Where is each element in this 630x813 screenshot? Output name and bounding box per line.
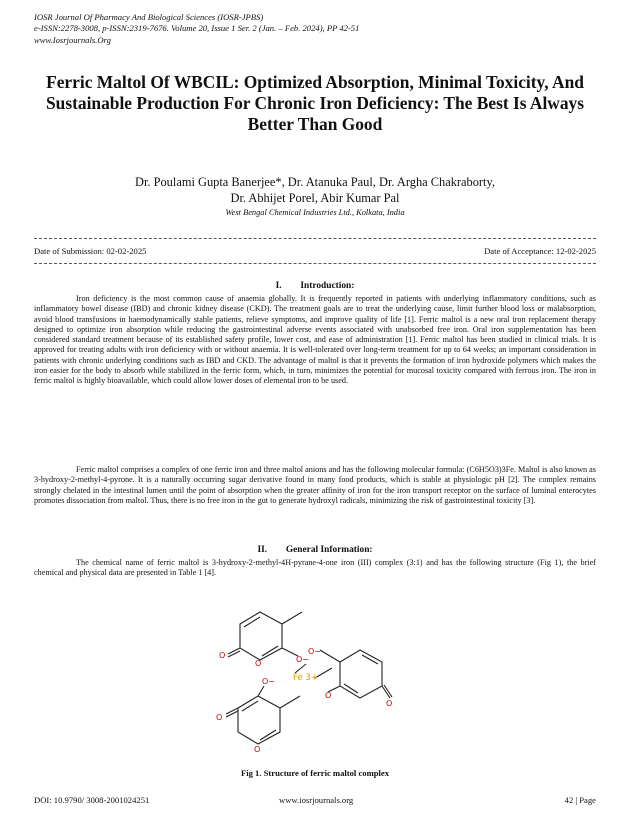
doi[interactable]: DOI: 10.9790/ 3008-2001024251	[34, 795, 150, 805]
dates-row	[34, 246, 596, 256]
journal-issn: e-ISSN:2278-3008, p-ISSN:2319-7676. Volume 20, Issue 1 Ser. 2 (Jan. – Feb. 2024), PP 42-51	[34, 23, 360, 34]
bottom-divider	[34, 263, 596, 264]
section-heading-introduction: I. Introduction:	[275, 281, 355, 291]
iron-ion-label: Fe 3+	[293, 673, 318, 683]
intro-paragraph-2: Ferric maltol comprises a complex of one ferric iron and three maltol anions and has the following molecular formula: (C6H5O3)3Fe. Maltol is also known as 3-hydroxy-2-methyl-4-pyrone. It is a naturally occurring sugar derivative found in many food products, which is stable at physiologic pH [2]. The complex remains strongly chelated in the intestinal lumen until the point of absorption when the greater affinity of iron for the iron transport receptor on the surface of luminal enterocytes promotes dissociation from maltol. Thus, there is no free iron in the gut to generate hydroxyl radicals, minimizing the risk of gastrointestinal toxicity [3].	[34, 465, 596, 505]
general-info-paragraph: The chemical name of ferric maltol is 3-hydroxy-2-methyl-4H-pyrane-4-one iron (III) complex (3:1) and has the following structure (Fig 1), the brief chemical and physical data are presented in Table 1 [4].	[34, 558, 596, 578]
oxygen-label-4: O	[386, 699, 393, 708]
oxygen-label-2: O	[255, 659, 262, 668]
oxygen-label-5: O	[216, 713, 223, 722]
intro-paragraph-1: Iron deficiency is the most common cause of anaemia globally. It is frequently reported in patients with underlying inflammatory conditions, such as inflammatory bowel disease (IBD) and chronic kidney disease (CKD). The treatment goals are to treat the underlying cause, limit further blood loss or malabsorption, avoid blood transfusions in haemodynamically stable patients, relieve symptoms, and improve quality of life [1]. Ferric maltol is a new oral iron replacement therapy designed to optimize iron absorption while reducing the gastrointestinal adverse events associated with unabsorbed free iron. Oral iron supplementation has been considered standard treatment because of its established safety profile, lower cost, and ease of administration [1]. Ferric maltol has been studied in clinical trials. It is approved for treating adults with iron deficiency with or without anaemia. It is well-tolerated over long-term treatment for up to 64 weeks; an important consideration in patients with chronic underlying conditions such as IBD and CKD. The advantage of maltol is that it prevents the formation of iron hydroxide polymers which makes the iron easier for the body to absorb while stabilized in the ferric form, which, in turn, minimizes the potential for mucosal toxicity compared with ferrous iron. The iron in ferric maltol is highly bioavailable, which could allow lower doses of elemental iron to be used.	[34, 294, 596, 386]
oxygen-anion-label-1: O−	[296, 655, 309, 664]
oxygen-label-1: O	[219, 651, 226, 660]
section-heading-general-information: II. General Information:	[257, 545, 373, 555]
footer-website[interactable]: www.iosrjournals.org	[279, 795, 354, 805]
authors-line-1: Dr. Poulami Gupta Banerjee*, Dr. Atanuka Paul, Dr. Argha Chakraborty,	[135, 175, 495, 189]
oxygen-label-3: O	[325, 691, 332, 700]
affiliation: West Bengal Chemical Industries Ltd., Kolkata, India	[225, 208, 405, 217]
paper-title: Ferric Maltol Of WBCIL: Optimized Absorption, Minimal Toxicity, And Sustainable Production For Chronic Iron Deficiency: The Best Is Always Better Than Good	[45, 72, 585, 134]
journal-website[interactable]: www.Iosrjournals.Org	[34, 34, 111, 45]
top-divider	[34, 238, 596, 239]
page-number: 42 | Page	[564, 795, 596, 805]
oxygen-label-6: O	[254, 745, 261, 754]
authors-line-2: Dr. Abhijet Porel, Abir Kumar Pal	[230, 190, 400, 205]
page-footer	[34, 795, 596, 805]
oxygen-anion-label-3: O−	[262, 677, 275, 686]
journal-name: IOSR Journal Of Pharmacy And Biological Sciences (IOSR-JPBS)	[34, 12, 264, 22]
author-list	[20, 175, 610, 206]
journal-header	[34, 12, 359, 46]
ferric-maltol-structure	[200, 602, 440, 762]
oxygen-anion-label-2: O−	[308, 647, 321, 656]
submission-date: Date of Submission: 02-02-2025	[34, 246, 147, 256]
figure-caption: Fig 1. Structure of ferric maltol complex	[240, 768, 390, 778]
acceptance-date: Date of Acceptance: 12-02-2025	[484, 246, 596, 256]
